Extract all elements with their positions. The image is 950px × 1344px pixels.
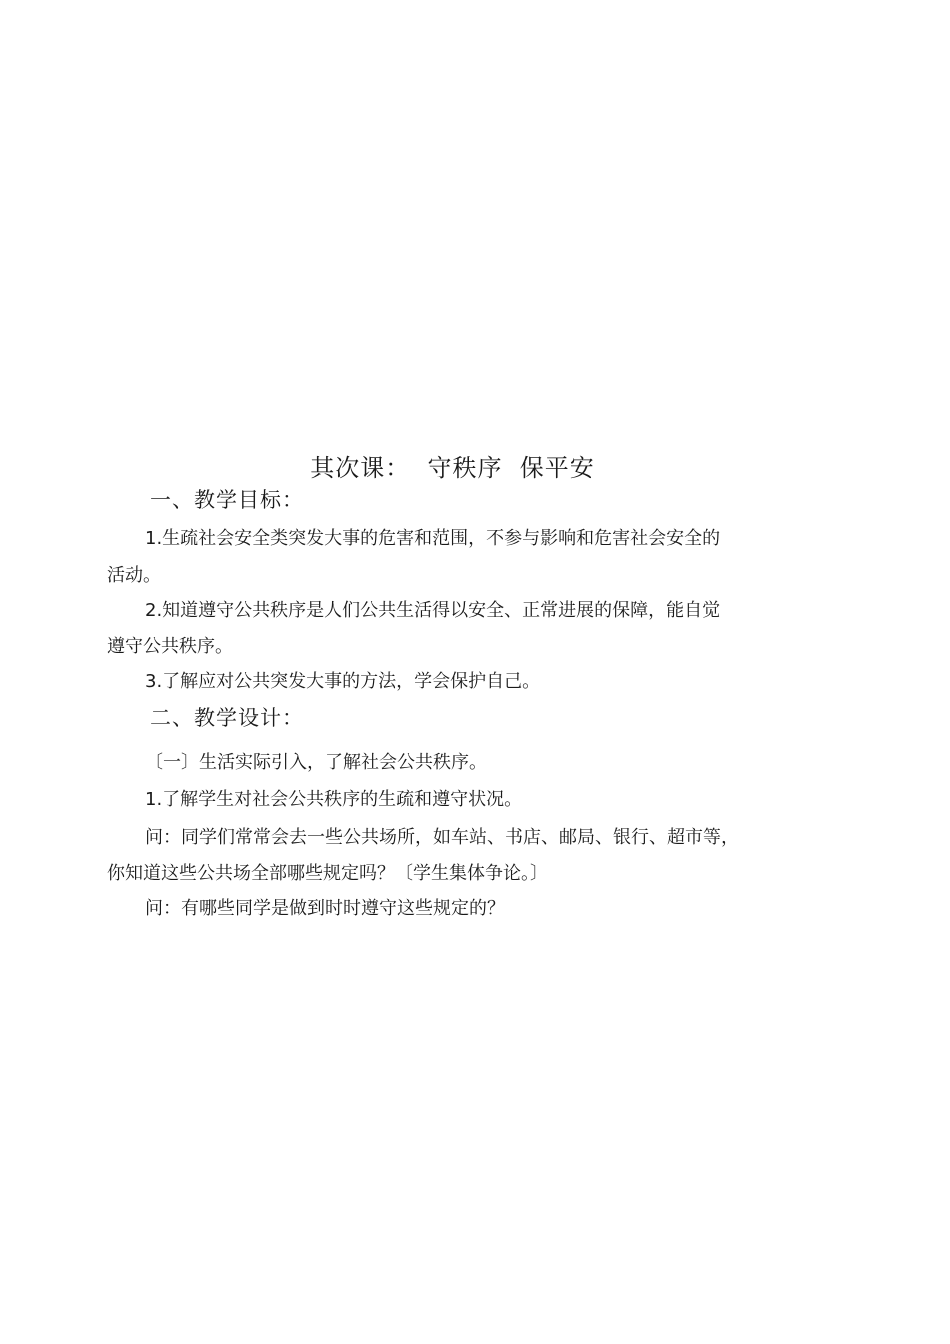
objective-1-line-1: 1.生疏社会安全类突发大事的危害和范围，不参与影响和危害社会安全的 bbox=[145, 528, 721, 549]
design-point-1: 1.了解学生对社会公共秩序的生疏和遵守状况。 bbox=[145, 789, 523, 810]
objective-2-line-2: 遵守公共秩序。 bbox=[107, 636, 233, 657]
design-subsection-1: 〔一〕生活实际引入，了解社会公共秩序。 bbox=[145, 752, 487, 773]
question-1-line-1: 问：同学们常常会去一些公共场所，如车站、书店、邮局、银行、超市等， bbox=[145, 827, 739, 848]
question-1-line-2: 你知道这些公共场全部哪些规定吗？〔学生集体争论。〕 bbox=[107, 863, 548, 884]
section-heading-objectives: 一、教学目标： bbox=[150, 488, 304, 512]
objective-1-line-2: 活动。 bbox=[107, 565, 161, 586]
section-heading-design: 二、教学设计： bbox=[150, 706, 304, 730]
objective-3: 3.了解应对公共突发大事的方法，学会保护自己。 bbox=[145, 671, 541, 692]
document-title: 其次课： 守秩序 保平安 bbox=[310, 454, 595, 482]
objective-2-line-1: 2.知道遵守公共秩序是人们公共生活得以安全、正常进展的保障，能自觉 bbox=[145, 600, 721, 621]
question-2: 问：有哪些同学是做到时时遵守这些规定的？ bbox=[145, 898, 505, 919]
